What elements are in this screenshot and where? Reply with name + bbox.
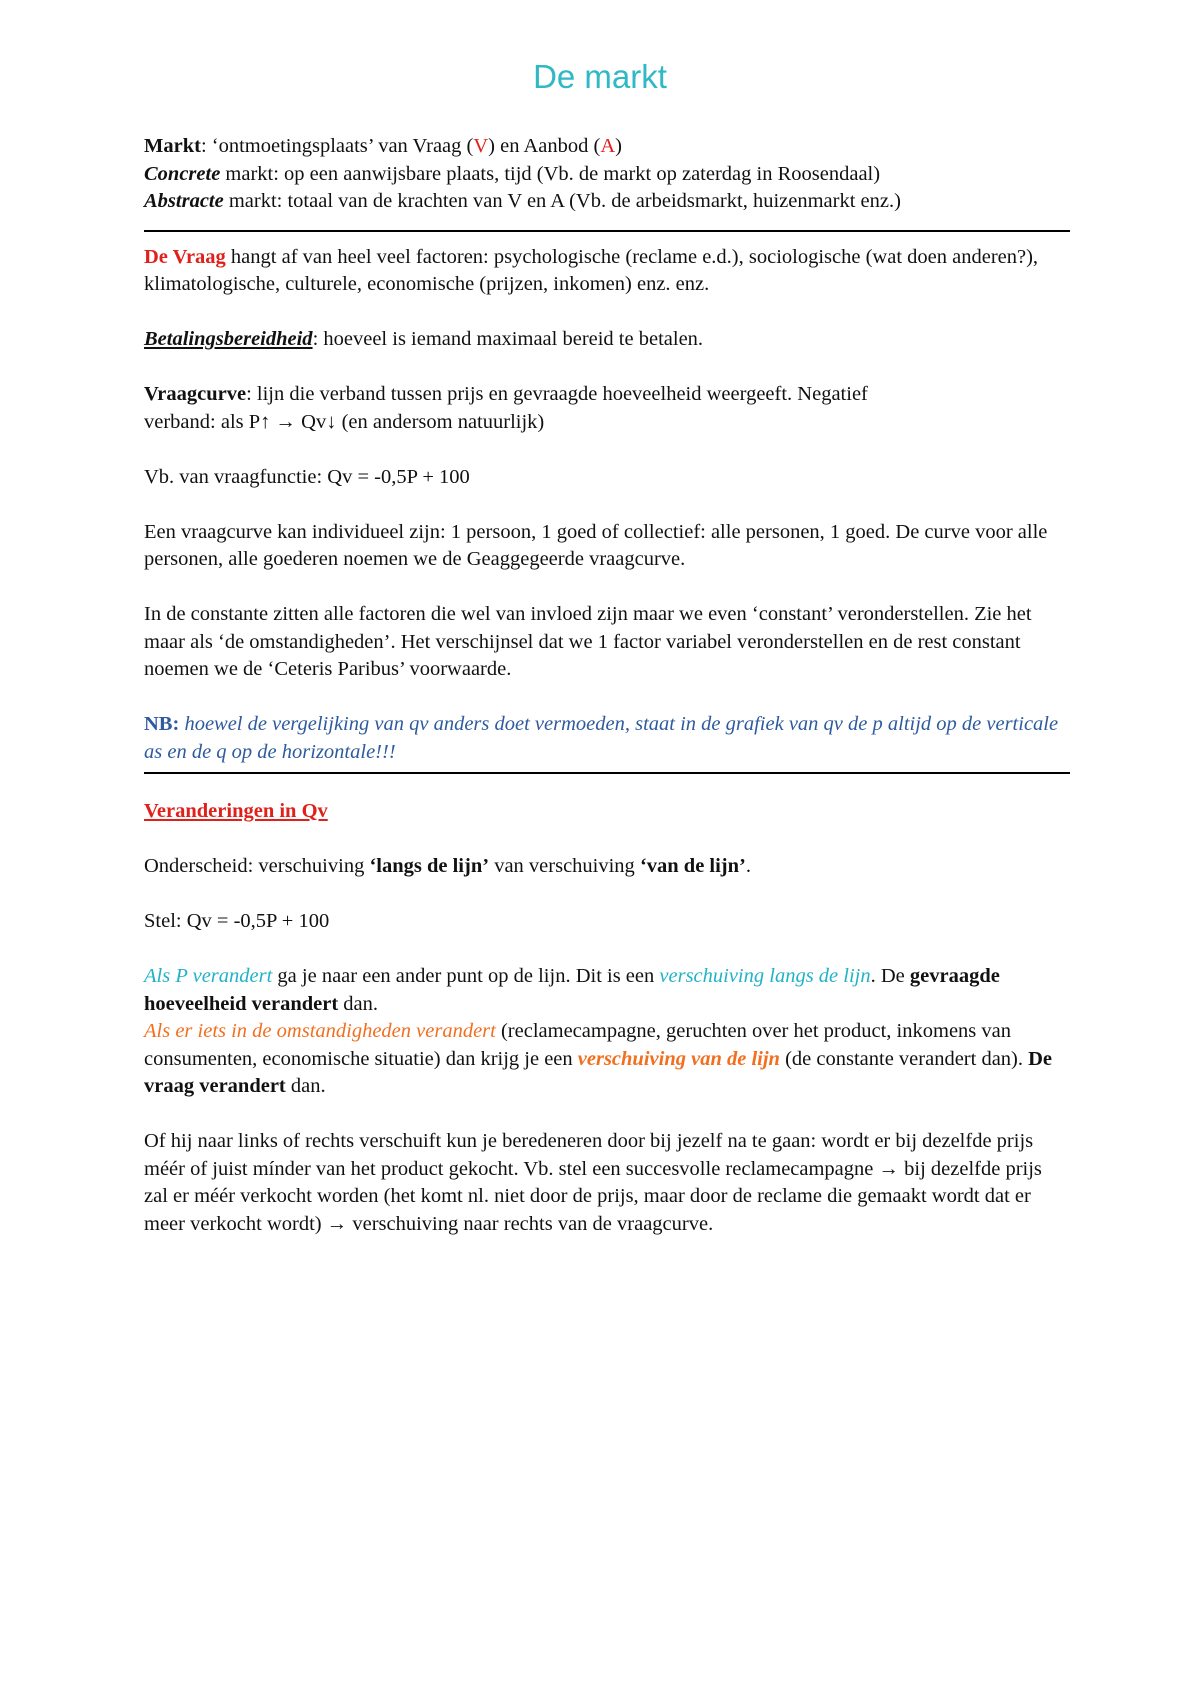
section-divider	[144, 772, 1070, 774]
individueel-paragraph: Een vraagcurve kan individueel zijn: 1 persoon, 1 goed of collectief: alle personen, 1 goed. De curve voor alle personen, alle goederen noemen we de Geaggegeerde vraagcurve.	[144, 520, 1048, 570]
onderscheid-paragraph: Onderscheid: verschuiving ‘langs de lijn’ van verschuiving ‘van de lijn’.	[144, 855, 751, 877]
document-body	[144, 133, 1070, 1238]
concrete-term: Concrete	[144, 162, 221, 185]
vraagcurve-term: Vraagcurve	[144, 383, 247, 405]
abstracte-definition: Abstracte markt: totaal van de krachten van V en A (Vb. de arbeidsmarkt, huizenmarkt enz.)	[144, 190, 901, 212]
nb-term: NB:	[144, 713, 180, 735]
constante-paragraph: In de constante zitten alle factoren die wel van invloed zijn maar we even ‘constant’ veronderstellen. Zie het maar als ‘de omstandigheden’. Het verschijnsel dat we 1 factor variabel veronderstellen en de rest constant noemen we de ‘Ceteris Paribus’ voorwaarde.	[144, 603, 1032, 680]
section-divider	[144, 230, 1070, 232]
vraagcurve-paragraph: Vraagcurve: lijn die verband tussen prijs en gevraagde hoeveelheid weergeeft. Negatief verband: als P↑ → Qv↓ (en andersom natuurlijk)	[144, 383, 868, 433]
section-heading: Veranderingen in Qv	[144, 800, 328, 822]
concrete-definition: Concrete markt: op een aanwijsbare plaats, tijd (Vb. de markt op zaterdag in Roosendaal)	[144, 162, 881, 185]
page-title: De markt	[533, 58, 667, 95]
nb-note: NB: hoewel de vergelijking van qv anders doet vermoeden, staat in de grafiek van qv de p altijd op de verticale as en de q op de horizontale!!!	[144, 713, 1059, 763]
abstracte-term: Abstracte	[144, 190, 224, 212]
aanbod-letter: A	[600, 135, 616, 157]
vraagfunctie-paragraph: Vb. van vraagfunctie: Qv = -0,5P + 100	[144, 465, 470, 488]
vraag-paragraph: De Vraag hangt af van heel veel factoren: psychologische (reclame e.d.), sociologische (wat doen anderen?), klimatologische, culturele, economische (prijzen, inkomen) enz. enz.	[144, 245, 1039, 295]
vraag-term: De Vraag	[144, 245, 226, 268]
markt-term: Markt	[144, 135, 201, 157]
stel-paragraph: Stel: Qv = -0,5P + 100	[144, 910, 330, 932]
omstandigheden-term: Als er iets in de omstandigheden verandert	[144, 1020, 496, 1042]
betalingsbereidheid-term: Betalingsbereidheid	[144, 328, 313, 350]
links-rechts-paragraph: Of hij naar links of rechts verschuift kun je beredeneren door bij jezelf na te gaan: wordt er bij dezelfde prijs méér of juist mínder van het product gekocht. Vb. stel een succesvolle reclamecampagne → bij dezelfde prijs zal er méér verkocht worden (het komt nl. niet door de prijs, maar door de reclame die gemaakt wordt dat er meer verkocht wordt) → verschuiving naar rechts van de vraagcurve.	[144, 1130, 1042, 1235]
omstandigheden-paragraph: Als er iets in de omstandigheden verandert (reclamecampagne, geruchten over het product, inkomens van consumenten, economische situatie) dan krijg je een verschuiving van de lijn (de constante verandert dan). De vraag verandert dan.	[144, 1020, 1053, 1097]
markt-definition: Markt: ‘ontmoetingsplaats’ van Vraag (V) en Aanbod (A)	[144, 135, 622, 157]
als-p-term: Als P verandert	[144, 965, 273, 987]
als-p-paragraph: Als P verandert ga je naar een ander punt op de lijn. Dit is een verschuiving langs de lijn. De gevraagde hoeveelheid verandert dan.	[144, 965, 1000, 1015]
betalingsbereidheid-paragraph: Betalingsbereidheid: hoeveel is iemand maximaal bereid te betalen.	[144, 328, 704, 350]
vraag-letter: V	[473, 135, 489, 157]
